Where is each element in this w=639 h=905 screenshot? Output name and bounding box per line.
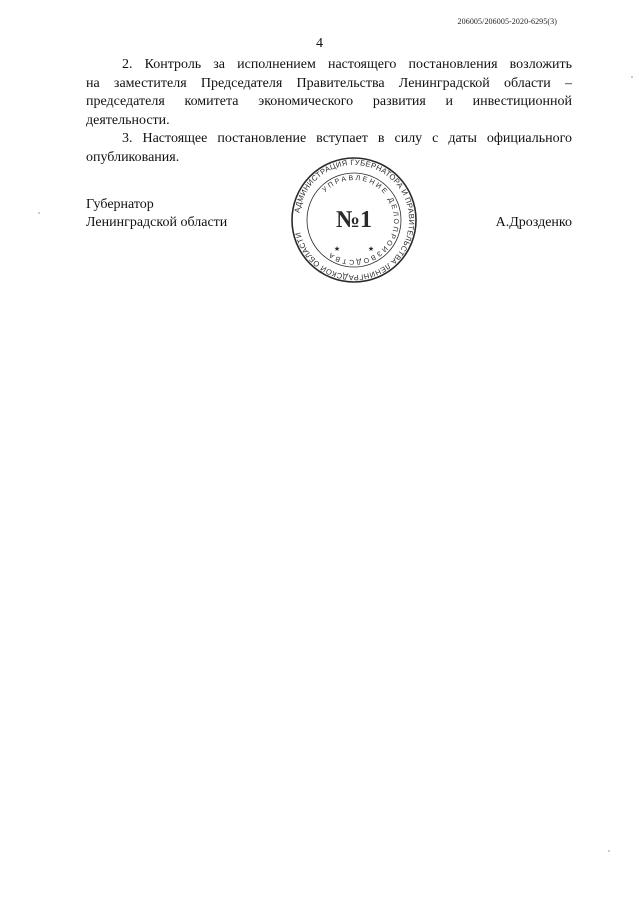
position-region: Ленинградской области bbox=[86, 215, 228, 230]
page-number: 4 bbox=[316, 36, 323, 51]
scan-speck bbox=[631, 76, 633, 78]
document-registration-number: 206005/206005-2020-6295(3) bbox=[457, 17, 557, 26]
seal-star-icon: ★ bbox=[333, 245, 341, 253]
seal-inner-textpath: УПРАВЛЕНИЕ ДЕЛОПРОИЗВОДСТВА bbox=[321, 174, 400, 266]
official-seal-stamp bbox=[289, 155, 419, 285]
paragraph-line: 3. Настоящее постановление вступает в силу с даты официального bbox=[122, 131, 572, 147]
seal-star-icon: ★ bbox=[367, 245, 375, 253]
paragraph-line: опубликования. bbox=[86, 149, 180, 165]
seal-outer-textpath: АДМИНИСТРАЦИЯ ГУБЕРНАТОРА И ПРАВИТЕЛЬСТВА ЛЕНИНГРАДСКОЙ ОБЛАСТИ bbox=[292, 157, 417, 283]
seal-number: №1 bbox=[335, 207, 373, 233]
paragraph-line: 2. Контроль за исполнением настоящего постановления возложить bbox=[122, 57, 572, 72]
paragraph-line: на заместителя Председателя Правительства Ленинградской области – bbox=[86, 75, 572, 91]
signatory-position bbox=[86, 196, 227, 232]
signatory-name: А.Дрозденко bbox=[495, 215, 572, 230]
scan-speck bbox=[38, 212, 40, 214]
document-body bbox=[86, 56, 572, 168]
paragraph-line: председателя комитета экономического развития и инвестиционной bbox=[86, 94, 572, 110]
scan-speck bbox=[608, 850, 610, 852]
position-title: Губернатор bbox=[86, 197, 154, 212]
paragraph-line: деятельности. bbox=[86, 112, 170, 128]
paragraph-2 bbox=[86, 56, 572, 130]
